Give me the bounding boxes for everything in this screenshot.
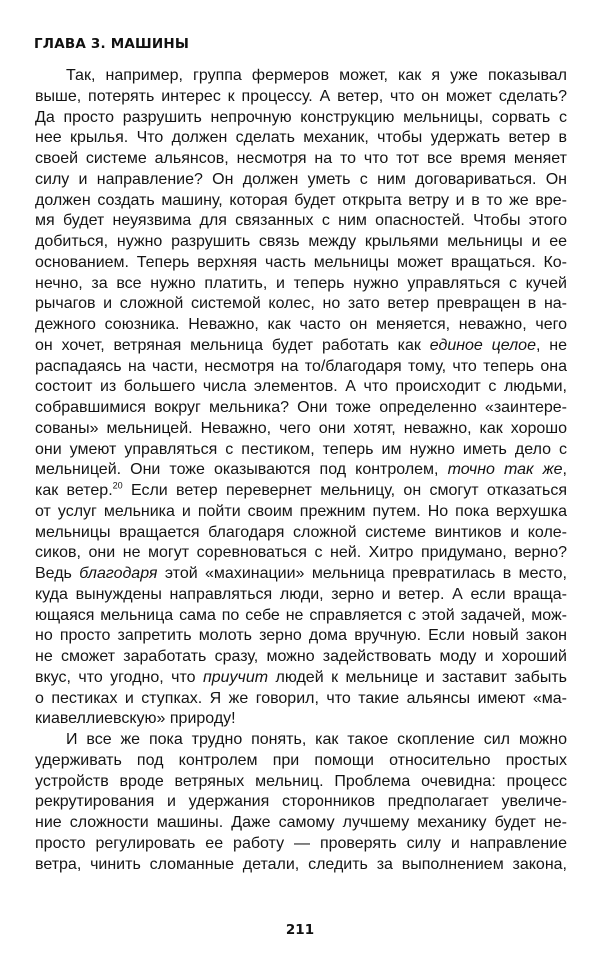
text-line [35, 460, 567, 481]
text-line: ние сложности машины. Даже самому лучшему механику будет не- [35, 814, 567, 831]
text-line [35, 336, 567, 357]
running-header: ГЛАВА 3. МАШИНЫ [34, 36, 190, 52]
text-line: ветра, чинить сломанные детали, следить за выполнением закона, [35, 855, 567, 873]
text-segment: Если ветер перевернет мельницу, он смогут отказаться [122, 482, 567, 499]
text-line [35, 564, 567, 585]
text-segment: как ветер. [35, 482, 113, 499]
text-line: устройств вроде ветряных мельниц. Проблема очевидна: процесс [35, 772, 567, 790]
text-line: удерживать под контролем при помощи относительно простых [35, 751, 567, 769]
text-segment: Ведь [35, 565, 80, 582]
text-line: рекрутирования и удержания сторонников предполагает увеличе- [35, 793, 567, 811]
text-line: они умеют управляться с пестиком, теперь им нужно иметь дело с [35, 440, 567, 458]
text-line: но просто запретить молоть зерно дома вручную. Если новый закон [35, 627, 567, 645]
paragraph-2 [35, 730, 567, 875]
text-segment: вкус, что угодно, что [35, 668, 203, 686]
text-segment: мельницей. Они тоже оказываются под контролем, [35, 461, 448, 479]
text-line: собравшимися вокруг мельника? Они тоже определенно «заинтере- [35, 399, 567, 416]
text-segment: этой «махинации» мельница превратилась в место, [157, 565, 567, 582]
text-line: рычагов и сложной системой колес, но зато ветер превращен в на- [35, 295, 567, 313]
text-line: сованы» мельницей. Неважно, чего они хотят, неважно, как хорошо [35, 419, 567, 437]
text-line [35, 481, 567, 502]
text-line: распадаясь на части, несмотря на то/благодаря тому, что теперь она [35, 357, 567, 375]
text-line: киавеллиевскую» природу! [35, 710, 236, 728]
text-line: мельницы вращается благодаря сложной системе винтиков и коле- [35, 523, 567, 541]
text-line: сиков, они не могут соревноваться с ней. Хитро придумано, верно? [35, 544, 567, 562]
text-line: Да просто разрушить непрочную конструкцию мельницы, сорвать с [35, 108, 567, 126]
text-line: дежного союзника. Неважно, как часто он меняется, неважно, чего [35, 316, 567, 333]
text-line: просто регулировать ее работу — проверять силу и направление [35, 834, 567, 852]
text-line: ющаяся мельница сама по себе не справляется с этой задачей, мож- [35, 606, 567, 624]
text-line: Так, например, группа фермеров может, как я уже показывал [66, 67, 567, 84]
text-line: нечно, за все нужно платить, и теперь нужно управляться с кучей [35, 274, 567, 292]
text-line: не сможет заработать сразу, можно задействовать моду и хороший [35, 648, 567, 665]
text-segment: , [562, 461, 567, 479]
paragraph-1 [35, 66, 567, 730]
emphasis-text: точно так же [447, 461, 563, 479]
text-line: добиться, нужно разрушить связь между крыльями мельницы и ее [35, 233, 567, 250]
text-segment: людей к мельнице и заставит забыть [268, 668, 567, 686]
text-line: состоит из большего числа элементов. А что происходит с людьми, [35, 378, 567, 396]
text-line [35, 668, 567, 689]
text-line: И все же пока трудно понять, как такое скопление сил можно [66, 731, 567, 748]
text-line: нее крылья. Что должен сделать механик, чтобы удержать ветер в [35, 129, 567, 147]
text-line: о пестиках и ступках. Я же говорил, что такие альянсы имеют «ма- [35, 689, 567, 707]
main-text [35, 66, 567, 875]
text-line: силу и направление? Он должен уметь с ним договариваться. Он [35, 170, 567, 188]
emphasis-text: единое целое [429, 336, 536, 354]
text-line: должен создать машину, которая будет открыта ветру и в то же вре- [35, 191, 567, 209]
text-segment: он хочет, ветряная мельница будет работать как [35, 336, 430, 354]
text-segment: , не [535, 336, 567, 354]
text-line: мя будет неуязвима для связанных с ним опасностей. Чтобы этого [35, 212, 567, 230]
emphasis-text: благодаря [79, 565, 158, 582]
text-line: своей системе альянсов, несмотря на то что тот все время меняет [35, 150, 567, 167]
text-line: куда вынуждены направляться люди, зерно и ветер. А если враща- [35, 585, 567, 603]
page-number: 211 [285, 922, 315, 938]
footnote-marker: 20 [112, 481, 123, 491]
emphasis-text: приучит [202, 668, 269, 686]
text-line: от услуг мельника и пойти своим прежним путем. Но пока верхушка [35, 502, 567, 520]
text-line: выше, потерять интерес к процессу. А ветер, что он может сделать? [35, 87, 567, 105]
text-line: основанием. Теперь верхняя часть мельницы может вращаться. Ко- [35, 253, 567, 271]
